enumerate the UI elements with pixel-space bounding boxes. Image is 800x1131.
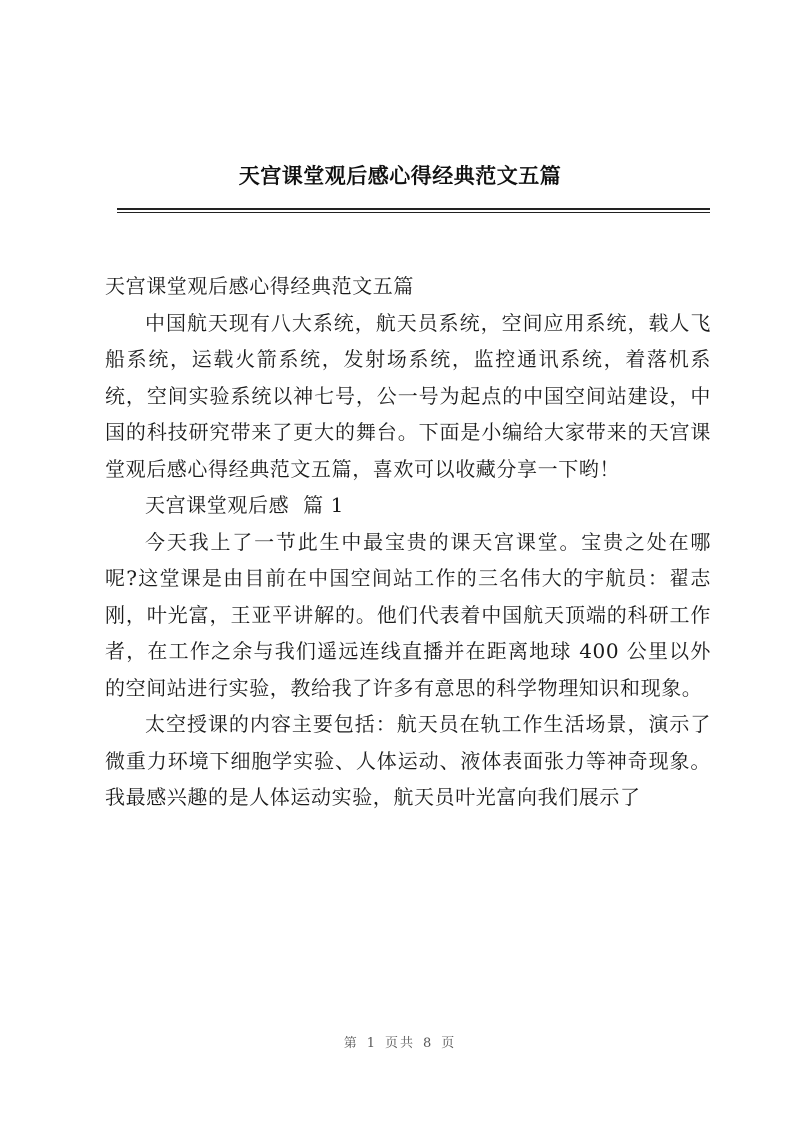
footer-current-page: 1 [366, 1036, 377, 1051]
body-paragraph-2: 太空授课的内容主要包括：航天员在轨工作生活场景，演示了微重力环境下细胞学实验、人体运动、液体表面张力等神奇现象。我最感兴趣的是人体运动实验，航天员叶光富向我们展示了 [105, 712, 711, 809]
footer-label-end: 页 [441, 1036, 457, 1051]
header-divider [117, 208, 710, 213]
footer-total-pages: 8 [423, 1036, 434, 1051]
intro-paragraph: 中国航天现有八大系统，航天员系统，空间应用系统，载人飞船系统，运载火箭系统，发射场系统，监控通讯系统，着落机系统，空间实验系统以神七号，公一号为起点的中国空间站建设，中国的科技研究带来了更大的舞台。下面是小编给大家带来的天宫课堂观后感心得经典范文五篇，喜欢可以收藏分享一下哟！ [105, 310, 711, 481]
footer-label-total: 页共 [384, 1036, 415, 1051]
document-body [105, 268, 711, 816]
page-header-title: 天宫课堂观后感心得经典范文五篇 [238, 163, 562, 188]
document-title: 天宫课堂观后感心得经典范文五篇 [105, 274, 414, 298]
body-paragraph-1: 今天我上了一节此生中最宝贵的课天宫课堂。宝贵之处在哪呢?这堂课是由目前在中国空间站工作的三名伟大的宇航员：翟志刚，叶光富，王亚平讲解的。他们代表着中国航天顶端的科研工作者，在工作之余与我们遥远连线直播并在距离地球 400 公里以外的空间站进行实验，教给我了许多有意思的科学物理知识和现象。 [105, 529, 711, 700]
footer-label-page: 第 [343, 1036, 359, 1051]
page-footer [0, 1032, 800, 1051]
section-heading: 天宫课堂观后感 篇 1 [145, 493, 344, 517]
